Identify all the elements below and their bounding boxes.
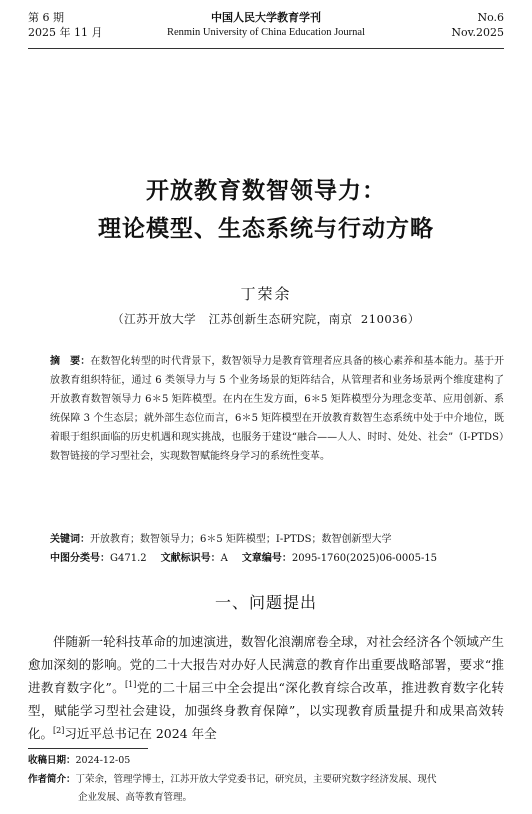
received-date: 2024-12-05 (75, 755, 131, 766)
article-title-line-2: 理论模型、生态系统与行动方略 (98, 215, 434, 242)
issue-number-en: No.6 (477, 11, 504, 24)
issue-date-cn: 2025 年 11 月 (28, 26, 103, 39)
author-name: 丁荣余 (240, 285, 292, 303)
article-number-label: 文章编号： (241, 553, 292, 564)
footnote-author-bio (28, 771, 504, 807)
journal-name-en: Renmin University of China Education Journal (166, 27, 365, 38)
body-paragraph (28, 630, 504, 745)
bio-line-1: 丁荣余，管理学博士，江苏开放大学党委书记，研究员，主要研究数字经济发展、现代 (75, 774, 437, 785)
section-heading: 一、问题提出 (214, 593, 317, 612)
keywords (50, 530, 504, 549)
abstract (28, 352, 504, 466)
header-divider (28, 48, 504, 49)
keywords-label: 关键词： (50, 534, 90, 545)
header-center (28, 10, 504, 40)
header-right (451, 10, 504, 40)
article-number: 2095-1760(2025)06-0005-15 (291, 553, 438, 564)
classification-line (50, 549, 504, 568)
body-text-c: 习近平总书记在 2024 年全 (64, 726, 217, 741)
keywords-text: 开放教育；数智领导力；6＊5 矩阵模型；I-PTDS；数智创新型大学 (90, 534, 392, 545)
journal-name-cn: 中国人民大学教育学刊 (211, 11, 321, 24)
bio-line-2: 企业发展、高等教育管理。 (78, 792, 193, 803)
citation-2: [2] (53, 725, 65, 735)
document-code-label: 文献标识号： (160, 553, 221, 564)
abstract-paragraph (28, 352, 504, 466)
bio-label: 作者简介： (28, 774, 76, 785)
article-title-line-1: 开放教育数智领导力： (146, 177, 386, 204)
abstract-text-rest: 和基本能力。基于开放教育组织特征，通过 6 类领导力与 5 个业务场景的矩阵结合，从管理者和业务场景两个维度建构了开放教育数智领导力 6＊5 矩阵模型。在内在生发方面，6＊5 矩阵模型分为理念变革、应用创新、系统保障 3 个生态层；就外部生态位而言，6＊5 矩阵模型在开放教育数智生态系统中处于中介地位，既着眼于组织面临的历史机遇和现实挑战，也服务于建设“融合——人人、时时、处处、社会”（I-PTDS）数智链接的学习型社会，实现数智赋能终身学习的系统性变革。 (50, 356, 505, 462)
abstract-label: 摘 要： (50, 356, 91, 367)
issue-date-en: Nov.2025 (451, 26, 504, 39)
clc-label: 中图分类号： (50, 553, 110, 564)
citation-1: [1] (125, 679, 137, 689)
footnote-received (28, 752, 504, 770)
received-label: 收稿日期： (28, 755, 76, 766)
body-text-a: 伴随新一轮科技革命的加速演进，数智化浪潮席卷全球，对社会经济各个领域产生愈加深刻的影响。党的二十大报告对办好人民满意的教育作出重要战略部署，要求“推进教育数字化”。 (28, 634, 504, 695)
footnote-divider (28, 748, 148, 749)
document-code: A (220, 553, 228, 564)
issue-number-cn: 第 6 期 (28, 11, 64, 24)
abstract-text-first: 在数智化转型的时代背景下，数智领导力是教育管理者应具备的核心素养 (90, 356, 414, 367)
body-text-b: 党的二十届三中全会提出“深化教育综合改革，推进教育数字化转型，赋能学习型社会建设，加强终身教育保障”，以实现教育质量提升和成果高效转化。 (28, 680, 504, 741)
clc-number: G471.2 (110, 553, 147, 564)
author-affiliation: （江苏开放大学 江苏创新生态研究院，南京 210036） (112, 312, 420, 326)
running-header (28, 10, 504, 50)
